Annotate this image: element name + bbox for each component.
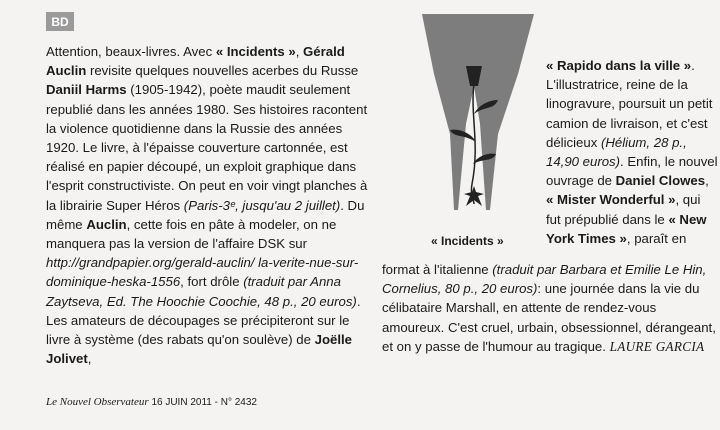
article-url[interactable]: http://grandpapier.org/gerald-auclin/ la-verite-nue-sur-dominique-heska-1556	[46, 255, 359, 290]
article-paragraph-2: « Rapido dans la ville ». L'illustratrice, reine de la linogravure, poursuit un petit camion de livraison, et c'est délicieux (Hélium, 28 p., 14,90 euros). Enfin, le nouvel ouvrage de Daniel Clowes, « Mister Wonderful », qui fut prépublié dans le « New York Times », paraît en	[546, 58, 718, 246]
legs-flower-icon	[414, 14, 542, 214]
magazine-name: Le Nouvel Observateur	[46, 396, 149, 408]
illustration-caption: « Incidents »	[431, 234, 504, 248]
issue-info: 16 JUIN 2011 - N° 2432	[151, 397, 257, 408]
article-column-right	[546, 56, 718, 248]
incidents-illustration	[414, 14, 542, 214]
article-column-left	[46, 42, 374, 368]
author-signature: LAURE GARCIA	[609, 338, 705, 354]
page-footer	[46, 396, 257, 408]
article-paragraph-1: Attention, beaux-livres. Avec « Incidents », Gérald Auclin revisite quelques nouvelles acerbes du Russe Daniil Harms (1905-1942), poète maudit seulement republié dans les années 1980. Ses histoires racontent la violence quotidienne dans la Russie des années 1920. Le livre, à l'épaisse couverture cartonnée, est réalisé en papier découpé, un exploit graphique dans l'esprit constructiviste. On peut en voir vingt planches à la librairie Super Héros (Paris-3ᵉ, jusqu'au 2 juillet). Du même Auclin, cette fois en pâte à modeler, on ne manquera pas la version de l'affaire DSK sur http://grandpapier.org/gerald-auclin/ la-verite-nue-sur-dominique-heska-1556, fort drôle (traduit par Anna Zaytseva, Ed. The Hoochie Coochie, 48 p., 20 euros). Les amateurs de découpages se précipiteront sur le livre à système (des rabats qu'on soulève) de Joëlle Jolivet,	[46, 44, 368, 367]
section-badge: BD	[46, 12, 74, 31]
article-paragraph-3: format à l'italienne (traduit par Barbara et Emilie Le Hin, Cornelius, 80 p., 20 euros): une journée dans la vie du célibataire Marshall, en attente de rendez-vous amoureux. C'est cruel, urbain, obsessionnel, dérangeant, et on y passe de l'humour au tragique. LAURE GARCIA	[382, 262, 716, 354]
article-column-bottom	[382, 260, 718, 356]
